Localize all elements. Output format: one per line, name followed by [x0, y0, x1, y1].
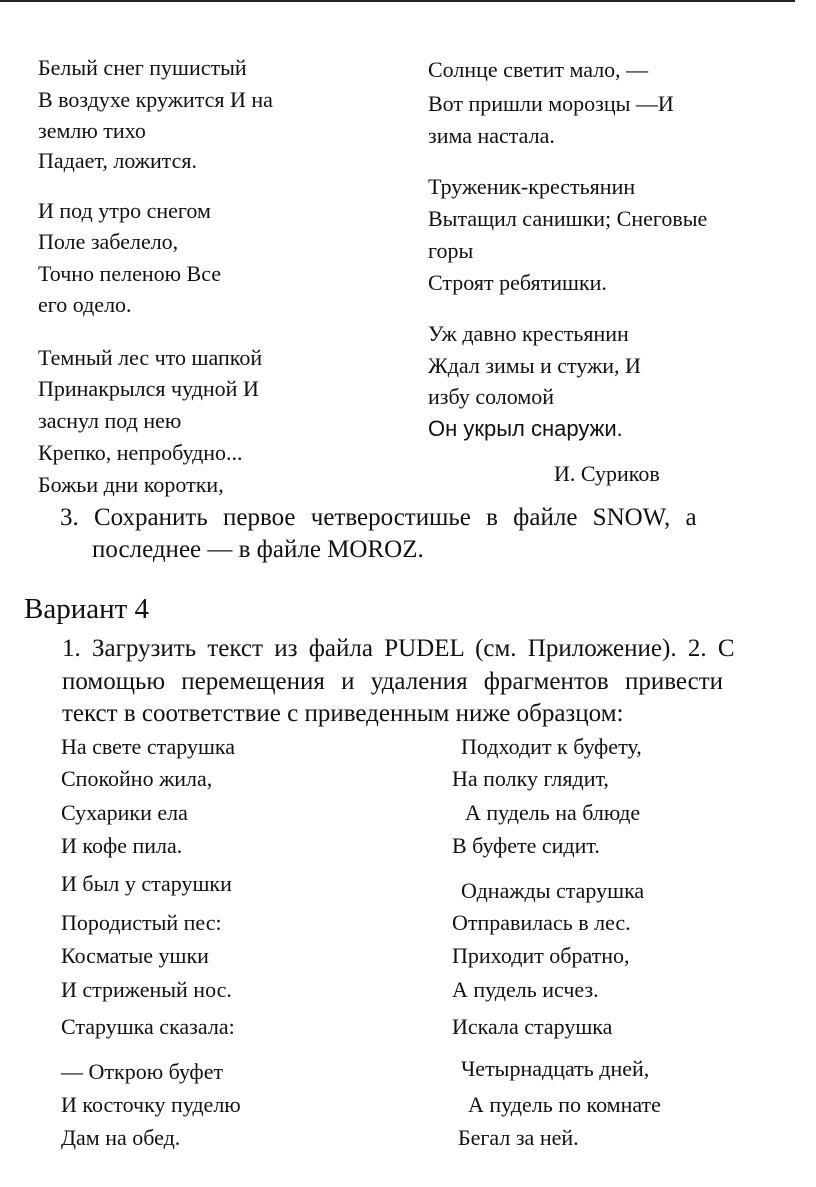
poem-line: Вытащил санишки; Снеговые: [428, 206, 708, 231]
poem-line: А пудель исчез.: [452, 977, 599, 1002]
poem-line: Бегал за ней.: [458, 1125, 579, 1150]
poem-author: И. Суриков: [554, 461, 660, 486]
poem-line: Солнце светит мало, —: [428, 57, 649, 82]
poem-line: Труженик-крестьянин: [428, 174, 636, 199]
poem-line: Дам на обед.: [61, 1125, 181, 1150]
poem-line: землю тихо: [38, 118, 146, 143]
page-top-rule: [0, 0, 795, 2]
poem-line: избу соломой: [428, 384, 555, 409]
poem-line: И стриженый нос.: [61, 977, 232, 1002]
instruction-line: 1. Загрузить текст из файла PUDEL (см. Приложение). 2. С: [62, 635, 735, 662]
poem-line: Вот пришли морозцы —И: [428, 91, 674, 116]
poem-line: Он укрыл снаружи.: [428, 416, 623, 441]
poem-line: горы: [428, 238, 474, 263]
poem-line: Принакрылся чудной И: [38, 376, 259, 401]
task-3-text: 3. Сохранить первое четверостишье в файле SNOW, а: [60, 504, 697, 531]
poem-line: Уж давно крестьянин: [428, 321, 629, 346]
poem-line: На полку глядит,: [452, 766, 609, 791]
poem-line: Породистый пес:: [61, 910, 222, 935]
poem-line: А пудель по комнате: [468, 1092, 661, 1117]
poem-line: И под утро снегом: [38, 198, 211, 223]
poem-line: Отправилась в лес.: [452, 910, 631, 935]
poem-line: На свете старушка: [61, 734, 236, 759]
poem-line: Ждал зимы и стужи, И: [428, 353, 641, 378]
poem-line: Падает, ложится.: [38, 148, 198, 173]
poem-line: заснул под нею: [38, 408, 182, 433]
poem-line: А пудель на блюде: [465, 800, 641, 825]
poem-line: Темный лес что шапкой: [38, 345, 263, 370]
poem-line: Однажды старушка: [461, 878, 645, 903]
section-heading: Вариант 4: [24, 593, 150, 625]
poem-line: В буфете сидит.: [452, 833, 600, 858]
poem-line: Белый снег пушистый: [38, 55, 247, 80]
poem-line: Спокойно жила,: [61, 766, 213, 791]
poem-line: Поле забелело,: [38, 229, 179, 254]
poem-line: Божьи дни коротки,: [38, 472, 224, 497]
task-3-line-2: последнее — в файле MOROZ.: [92, 536, 424, 563]
poem-line: Старушка сказала:: [61, 1014, 235, 1039]
poem-line: Приходит обратно,: [452, 943, 630, 968]
poem-line: Косматые ушки: [61, 943, 209, 968]
poem-line: Подходит к буфету,: [461, 734, 642, 759]
poem-line: В воздухе кружится И на: [38, 87, 273, 112]
poem-line: И кофе пила.: [61, 833, 183, 858]
poem-line: Четырнадцать дней,: [461, 1056, 650, 1081]
poem-line: Строят ребятишки.: [428, 270, 607, 295]
poem-line: Сухарики ела: [61, 800, 188, 825]
poem-line: зима настала.: [428, 123, 555, 148]
poem-line: Крепко, непробудно...: [38, 440, 243, 465]
poem-line: И был у старушки: [61, 871, 232, 896]
poem-line: — Открою буфет: [61, 1059, 224, 1084]
instruction-line: текст в соответствие с приведенным ниже образцом:: [62, 700, 624, 727]
poem-line: И косточку пуделю: [61, 1092, 241, 1117]
poem-line: Искала старушка: [452, 1014, 613, 1039]
instruction-line: помощью перемещения и удаления фрагментов привести: [62, 668, 724, 695]
poem-line: его одело.: [38, 292, 132, 317]
task-3-line-1: [60, 505, 812, 530]
poem-line: Точно пеленою Все: [38, 261, 222, 286]
